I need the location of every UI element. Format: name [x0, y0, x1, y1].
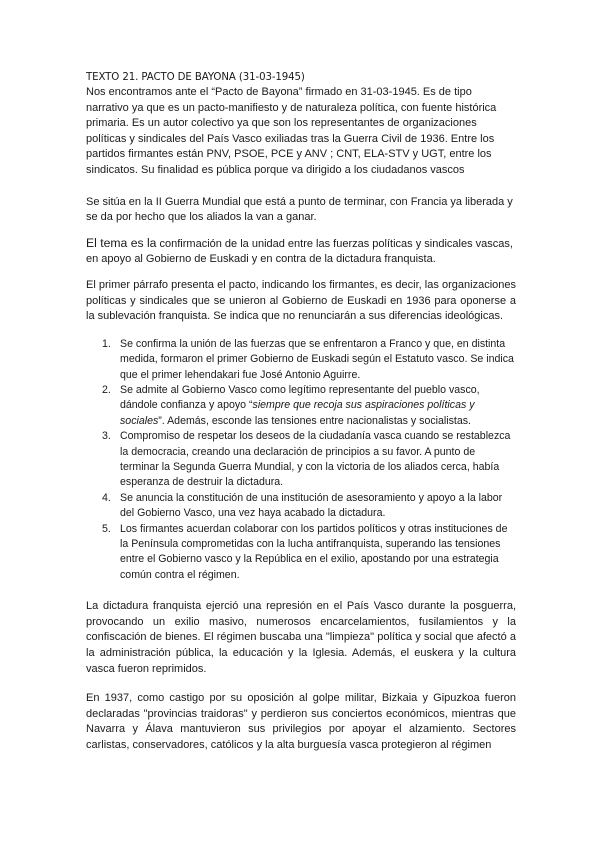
list-quote: siempre que recoja sus aspiraciones políticas y sociales [120, 399, 475, 427]
tema-rest: confirmación de la unidad entre las fuerzas políticas y sindicales vascas, en apoyo al Gobierno de Euskadi y en contra de la dictadura franquista. [86, 237, 513, 266]
list-text-end: ”. Además, esconde las tensiones entre nacionalistas y socialistas. [158, 414, 471, 427]
list-item [86, 522, 516, 584]
numbered-list [86, 337, 516, 584]
list-text: Compromiso de respetar los deseos de la ciudadanía vasca cuando se restablezca la democracia, creando una declaración de principios a su favor. A punto de terminar la Segunda Guerra Mundial, y con la victoria de los aliados cerca, había esperanza de destruir la dictadura. [120, 430, 511, 489]
repression-paragraph: La dictadura franquista ejerció una represión en el País Vasco durante la posguerra, provocando un exilio masivo, numerosos encarcelamientos, fusilamientos y la confiscación de bienes. El régimen buscaba una "limpieza" política y social que afectó a la administración pública, la educación y la Iglesia. Además, el euskera y la cultura vasca fueron reprimidos. [86, 600, 516, 675]
list-number: 5. [102, 522, 111, 535]
intro-paragraph: Nos encontramos ante el “Pacto de Bayona” firmado en 31-03-1945. Es de tipo narrativo ya que es un pacto-manifiesto y de naturaleza política, con fuente histórica primaria. Es un autor colectivo ya que son los representantes de organizaciones políticas y sindicales del País Vasco exiliadas tras la Guerra Civil de 1936. Entre los partidos firmantes están PNV, PSOE, PCE y ANV ; CNT, ELA-STV y UGT, entre los sindicatos. Su finalidad es pública porque va dirigido a los ciudadanos vascos [86, 86, 497, 176]
list-number: 4. [102, 491, 111, 504]
list-text: Se anuncia la constitución de una institución de asesoramiento y apoyo a la labor del Gobierno Vasco, una vez haya acabado la dictadura. [120, 491, 503, 520]
tema-paragraph [86, 236, 516, 268]
document-body [86, 70, 516, 754]
context-paragraph: Se sitúa en la II Guerra Mundial que está a punto de terminar, con Francia ya liberada y se da por hecho que los aliados la van a ganar. [86, 195, 513, 224]
list-item [86, 337, 516, 383]
list-number: 1. [102, 337, 111, 350]
list-item [86, 491, 516, 522]
list-text: Se confirma la unión de las fuerzas que se enfrentaron a Franco y que, en distinta medida, formaron el primer Gobierno de Euskadi según el Estatuto vasco. Se indica que el primer lehendakari fue José Antonio Aguirre. [120, 337, 514, 381]
list-text: Se admite al Gobierno Vasco como legítimo representante del pueblo vasco, dándole confianza y apoyo “ [120, 383, 480, 412]
tema-lead: El tema es la [86, 235, 157, 250]
punishment-paragraph: En 1937, como castigo por su oposición al golpe militar, Bizkaia y Gipuzkoa fueron declaradas "provincias traidoras" y perdieron sus conciertos económicos, mientras que Navarra y Álava mantuvieron sus privilegios por apoyar el alzamiento. Sectores carlistas, conservadores, católicos y la alta burguesía vasca protegieron al régimen [86, 692, 516, 751]
document-title: TEXTO 21. PACTO DE BAYONA (31-03-1945) [86, 72, 305, 83]
list-item [86, 429, 516, 491]
list-text: Los firmantes acuerdan colaborar con los partidos políticos y otras instituciones de la Península comprometidas con la lucha antifranquista, superando las tensiones entre el Gobierno vasco y la República en el exilio, apostando por una estrategia común contra el régimen. [120, 522, 508, 581]
list-number: 2. [102, 383, 111, 396]
list-number: 3. [102, 430, 111, 443]
first-paragraph-analysis: El primer párrafo presenta el pacto, indicando los firmantes, es decir, las organizaciones políticas y sindicales que se unieron al Gobierno de Euskadi en 1936 para oponerse a la sublevación franquista. Se indica que no renunciarán a sus diferencias ideológicas. [86, 278, 516, 323]
list-item [86, 383, 516, 429]
